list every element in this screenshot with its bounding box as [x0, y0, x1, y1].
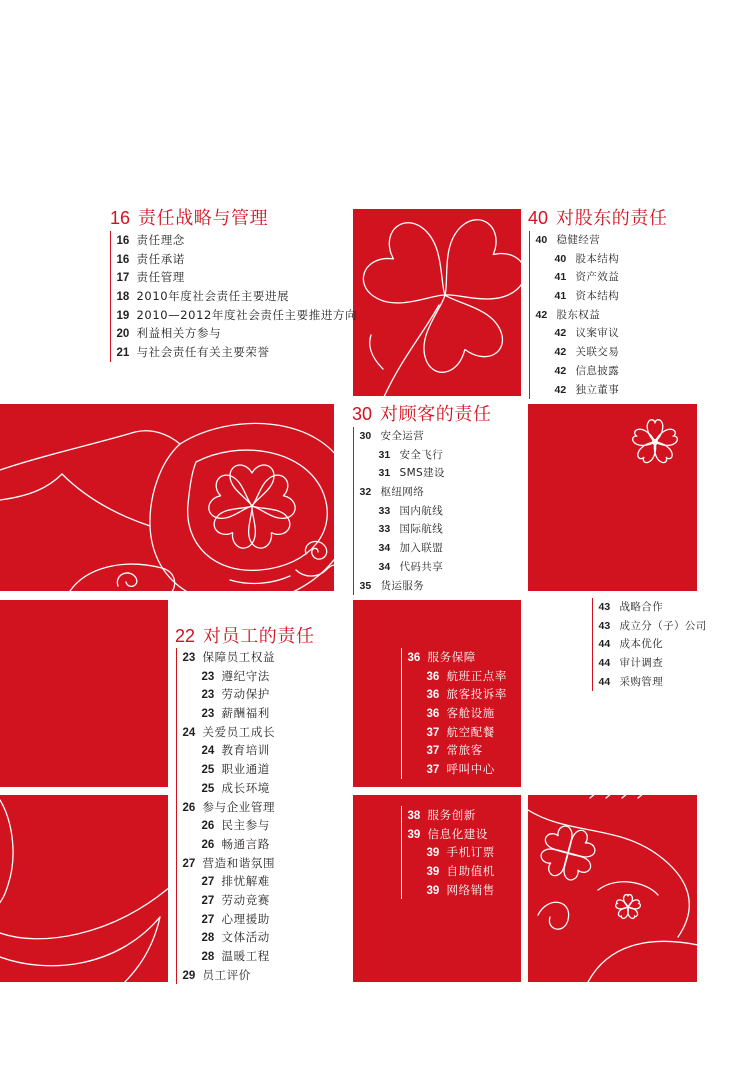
- entry-page-number: 26: [182, 801, 196, 814]
- section-page-number: 16: [110, 208, 131, 228]
- section-heading-strategy: [110, 207, 268, 230]
- toc-subentry: [360, 558, 445, 577]
- toc-list-shareholders: [529, 231, 619, 399]
- entry-page-number: 44: [598, 675, 611, 688]
- entry-title: 航空配餐: [446, 724, 495, 739]
- entry-page-number: 21: [116, 347, 130, 360]
- entry-title: 利益相关方参与: [136, 326, 222, 341]
- toc-entry: [408, 648, 508, 667]
- toc-entry: [183, 854, 276, 873]
- entry-title: 劳动竞赛: [221, 892, 270, 907]
- toc-subentry: [536, 268, 620, 287]
- entry-title: 成立分（子）公司: [619, 619, 707, 632]
- toc-subentry: [408, 881, 495, 900]
- small-flower-illustration-block: [528, 404, 697, 591]
- toc-subentry: [360, 446, 445, 465]
- entry-page-number: 23: [201, 689, 215, 702]
- toc-entry: [117, 324, 358, 343]
- small-flower-icon: [528, 404, 697, 591]
- entry-page-number: 39: [407, 828, 421, 841]
- toc-list-strategy: [110, 231, 357, 362]
- entry-page-number: 44: [598, 657, 611, 670]
- pomegranate-illustration: [0, 404, 334, 591]
- section-heading-customers: [352, 403, 492, 426]
- toc-subentry: [183, 835, 276, 854]
- entry-title: 安全运营: [380, 430, 425, 442]
- entry-title: 呼叫中心: [446, 762, 495, 777]
- entry-title: 独立董事: [575, 383, 620, 396]
- toc-subentry: [183, 779, 276, 798]
- section-heading-employees: [175, 625, 315, 648]
- toc-list-shareholders-continued: [592, 598, 707, 691]
- entry-page-number: 17: [116, 272, 130, 285]
- section-title: 对股东的责任: [556, 208, 668, 229]
- toc-entry: [117, 306, 358, 325]
- toc-subentry: [183, 891, 276, 910]
- entry-page-number: 36: [426, 689, 440, 702]
- toc-subentry: [360, 539, 445, 558]
- toc-subentry: [536, 324, 620, 343]
- entry-page-number: 27: [182, 857, 196, 870]
- toc-subentry: [536, 381, 620, 400]
- toc-subentry: [183, 816, 276, 835]
- entry-title: 责任理念: [136, 233, 185, 247]
- entry-page-number: 23: [201, 708, 215, 721]
- entry-page-number: 34: [378, 560, 391, 573]
- flower-illustration-block: [353, 209, 521, 396]
- entry-page-number: 43: [598, 619, 611, 632]
- entry-title: 关爱员工成长: [202, 724, 276, 739]
- entry-title: 心理援助: [221, 911, 270, 926]
- entry-title: 股东权益: [556, 308, 601, 321]
- entry-page-number: 43: [598, 601, 611, 613]
- entry-page-number: 33: [378, 504, 391, 517]
- toc-entry: [408, 806, 495, 825]
- toc-subentry: [183, 667, 276, 686]
- entry-title: 信息披露: [575, 364, 620, 377]
- entry-title: 责任承诺: [136, 251, 185, 266]
- entry-page-number: 40: [535, 234, 548, 246]
- entry-title: 关联交易: [575, 346, 620, 359]
- entry-title: 加入联盟: [399, 542, 444, 555]
- entry-page-number: 25: [201, 782, 215, 795]
- entry-title: 国际航线: [399, 523, 444, 536]
- entry-title: 畅通言路: [221, 836, 270, 851]
- entry-title: 劳动保护: [221, 687, 270, 702]
- section-title: 对员工的责任: [203, 626, 315, 647]
- entry-title: 安全飞行: [399, 448, 444, 461]
- entry-page-number: 23: [201, 670, 215, 683]
- entry-page-number: 28: [201, 951, 215, 963]
- entry-page-number: 19: [116, 309, 130, 322]
- entry-page-number: 26: [201, 820, 215, 833]
- section-page-number: 30: [352, 404, 373, 424]
- entry-title: 职业通道: [221, 762, 270, 777]
- entry-page-number: 39: [426, 866, 440, 879]
- entry-page-number: 40: [554, 252, 567, 265]
- entry-title: 信息化建设: [427, 826, 488, 841]
- entry-title: 航班正点率: [446, 668, 507, 683]
- toc-entry: [183, 798, 276, 817]
- entry-page-number: 37: [426, 745, 440, 758]
- section-page-number: 40: [528, 208, 549, 228]
- entry-page-number: 32: [359, 486, 372, 499]
- entry-title: 网络销售: [446, 882, 495, 897]
- entry-title: 议案审议: [575, 327, 620, 340]
- entry-title: 服务创新: [427, 808, 476, 822]
- entry-title: 枢纽网络: [380, 486, 425, 499]
- entry-title: SMS建设: [399, 467, 445, 480]
- entry-page-number: 39: [426, 847, 440, 860]
- entry-title: 2010—2012年度社会责任主要推进方向: [136, 307, 358, 322]
- entry-title: 稳健经营: [556, 234, 601, 246]
- entry-title: 手机订票: [446, 845, 495, 860]
- toc-subentry: [183, 760, 276, 779]
- section-page-number: 22: [175, 626, 196, 646]
- entry-title: 货运服务: [380, 579, 425, 592]
- entry-title: 资本结构: [575, 290, 620, 303]
- toc-entry: [599, 598, 707, 617]
- entry-title: 成本优化: [619, 638, 664, 651]
- entry-title: 教育培训: [221, 743, 270, 758]
- entry-title: 温暖工程: [221, 949, 270, 963]
- toc-entry: [360, 427, 445, 446]
- toc-subentry: [183, 910, 276, 929]
- entry-page-number: 28: [201, 932, 215, 945]
- entry-page-number: 33: [378, 523, 391, 536]
- entry-page-number: 24: [201, 745, 215, 758]
- entry-page-number: 18: [116, 291, 130, 304]
- toc-entry: [599, 673, 707, 692]
- toc-subentry: [183, 947, 276, 966]
- toc-subentry: [408, 723, 508, 742]
- toc-entry: [117, 250, 358, 269]
- entry-page-number: 27: [201, 894, 215, 907]
- entry-page-number: 44: [598, 638, 611, 651]
- entry-page-number: 16: [116, 235, 130, 247]
- toc-subentry: [536, 287, 620, 306]
- entry-title: 战略合作: [619, 601, 664, 613]
- toc-subentry: [183, 872, 276, 891]
- toc-entry: [599, 635, 707, 654]
- toc-subentry: [408, 685, 508, 704]
- toc-subentry: [408, 741, 508, 760]
- entry-page-number: 42: [554, 383, 567, 396]
- plain-red-block: [0, 600, 168, 787]
- section-heading-shareholders: [528, 207, 668, 230]
- toc-entry: [117, 343, 358, 362]
- entry-title: 与社会责任有关主要荣誉: [136, 345, 270, 360]
- toc-subentry: [408, 862, 495, 881]
- toc-subentry: [408, 760, 508, 779]
- curve-illustration-block: [0, 795, 168, 982]
- toc-entry: [183, 723, 276, 742]
- entry-page-number: 31: [378, 467, 391, 480]
- entry-title: 薪酬福利: [221, 706, 270, 721]
- toc-subentry: [408, 704, 508, 723]
- flower-illustration: [353, 209, 521, 396]
- toc-list-service-innovation: [401, 806, 495, 899]
- entry-title: 采购管理: [619, 675, 664, 688]
- toc-subentry: [360, 464, 445, 483]
- entry-title: 资产效益: [575, 271, 620, 284]
- entry-page-number: 36: [407, 652, 421, 664]
- entry-page-number: 37: [426, 726, 440, 739]
- toc-entry: [117, 231, 358, 250]
- toc-entry: [117, 268, 358, 287]
- toc-entry: [599, 654, 707, 673]
- entry-page-number: 23: [182, 652, 196, 664]
- entry-title: 员工评价: [202, 967, 251, 982]
- entry-page-number: 36: [426, 708, 440, 721]
- entry-page-number: 36: [426, 670, 440, 683]
- toc-entry: [183, 966, 276, 985]
- entry-title: 客舱设施: [446, 706, 495, 721]
- entry-page-number: 30: [359, 430, 372, 442]
- entry-page-number: 27: [201, 913, 215, 926]
- entry-title: 参与企业管理: [202, 799, 276, 814]
- entry-page-number: 31: [378, 448, 391, 461]
- toc-subentry: [183, 704, 276, 723]
- entry-title: 营造和谐氛围: [202, 855, 276, 870]
- entry-title: 服务保障: [427, 650, 476, 664]
- entry-page-number: 16: [116, 253, 130, 266]
- toc-entry: [536, 306, 620, 325]
- entry-page-number: 20: [116, 328, 130, 341]
- entry-title: 自助值机: [446, 864, 495, 879]
- entry-page-number: 27: [201, 876, 215, 889]
- entry-title: 旅客投诉率: [446, 687, 507, 702]
- entry-title: 股本结构: [575, 252, 620, 265]
- entry-page-number: 42: [554, 327, 567, 340]
- toc-entry: [360, 577, 445, 596]
- toc-list-employees: [176, 648, 275, 984]
- toc-entry: [360, 483, 445, 502]
- entry-title: 民主参与: [221, 818, 270, 833]
- entry-title: 保障员工权益: [202, 650, 276, 664]
- toc-subentry: [183, 741, 276, 760]
- entry-page-number: 39: [426, 884, 440, 897]
- entry-title: 审计调查: [619, 657, 664, 670]
- toc-subentry: [360, 502, 445, 521]
- toc-subentry: [536, 362, 620, 381]
- toc-subentry: [183, 928, 276, 947]
- curve-illustration: [0, 795, 168, 982]
- entry-page-number: 26: [201, 838, 215, 851]
- entry-page-number: 38: [407, 810, 421, 822]
- pattern-illustration: [528, 795, 697, 982]
- entry-title: 代码共享: [399, 560, 444, 573]
- entry-page-number: 42: [554, 346, 567, 359]
- toc-entry: [408, 825, 495, 844]
- toc-entry: [599, 617, 707, 636]
- entry-title: 国内航线: [399, 504, 444, 517]
- toc-subentry: [408, 843, 495, 862]
- toc-subentry: [408, 667, 508, 686]
- toc-entry: [536, 231, 620, 250]
- entry-page-number: 42: [535, 308, 548, 321]
- entry-page-number: 29: [182, 969, 196, 982]
- toc-subentry: [536, 343, 620, 362]
- toc-list-customers: [353, 427, 445, 595]
- entry-page-number: 35: [359, 579, 372, 592]
- pomegranate-illustration-block: [0, 404, 334, 591]
- entry-title: 成长环境: [221, 780, 270, 795]
- toc-subentry: [183, 685, 276, 704]
- entry-page-number: 41: [554, 290, 567, 303]
- pattern-illustration-block: [528, 795, 697, 982]
- entry-page-number: 41: [554, 271, 567, 284]
- entry-page-number: 25: [201, 764, 215, 777]
- entry-title: 2010年度社会责任主要进展: [136, 289, 290, 304]
- entry-page-number: 24: [182, 726, 196, 739]
- toc-subentry: [536, 250, 620, 269]
- entry-page-number: 37: [426, 764, 440, 777]
- toc-list-service-guarantee: [401, 648, 507, 779]
- entry-title: 遵纪守法: [221, 668, 270, 683]
- section-title: 对顾客的责任: [380, 404, 492, 425]
- entry-title: 文体活动: [221, 930, 270, 945]
- toc-subentry: [360, 520, 445, 539]
- toc-entry: [183, 648, 276, 667]
- entry-title: 排忧解难: [221, 874, 270, 889]
- entry-page-number: 34: [378, 542, 391, 555]
- entry-page-number: 42: [554, 364, 567, 377]
- entry-title: 责任管理: [136, 270, 185, 285]
- toc-entry: [117, 287, 358, 306]
- entry-title: 常旅客: [446, 743, 483, 758]
- section-title: 责任战略与管理: [138, 208, 269, 229]
